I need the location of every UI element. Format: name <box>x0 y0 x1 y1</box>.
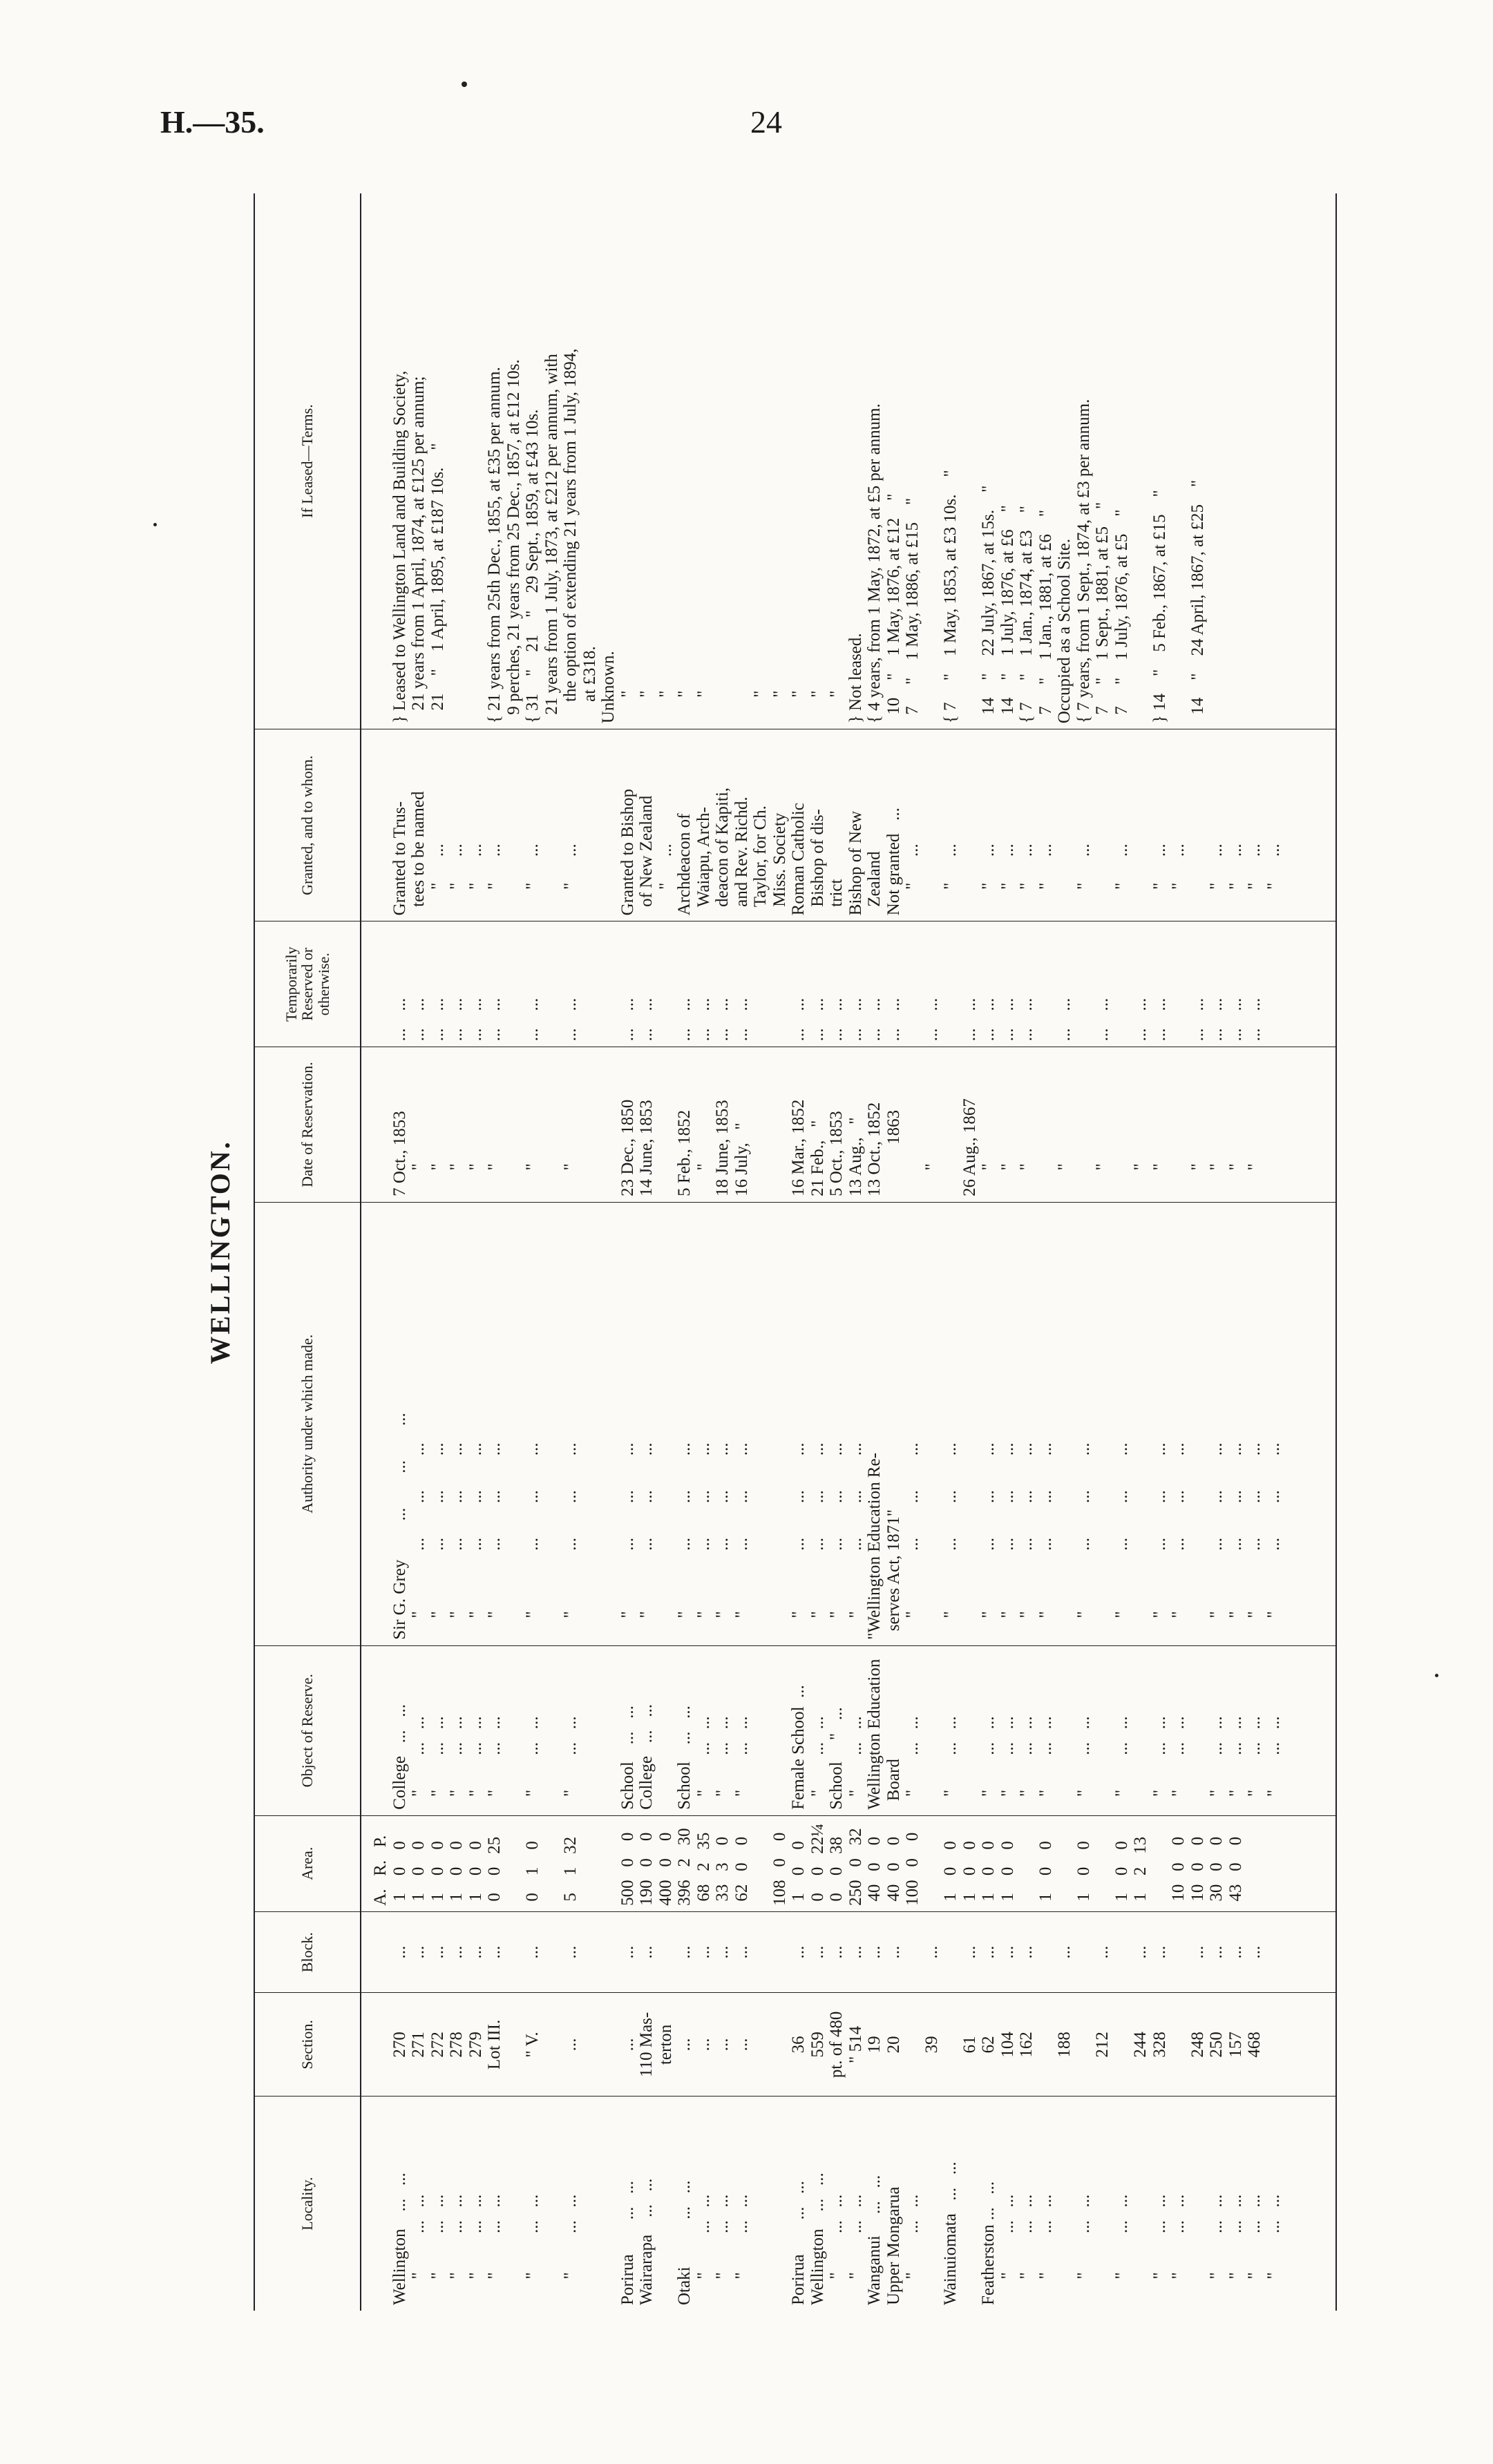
locality-cell: Wellington ... ... " ... ... " ... ... " ... ... " ... ... " ... ... " ... ... " ... ... Porirua ... ... Wairarapa ... ... Otaki ... ... " ... ... " ... ... " ... ... Porirua ... ... Wellington ... ... " ... ... " ... ... Wanganui ... ... Upper Mongarua " ... ... Wainuiomata ... ... Featherston ... ... " ... ... " ... ... " ... ... " ... ... " ... ... " ... ... " ... ... " ... ... " ... ... " ... ... " ... ... <box>361 2097 1336 2311</box>
col-header-temporarily: Temporarily Reserved or otherwise. <box>254 921 361 1047</box>
region-title: WELLINGTON. <box>205 1140 236 1364</box>
col-header-terms: If Leased—Terms. <box>254 193 361 729</box>
table-header-row <box>254 193 361 2311</box>
rotated-table-page <box>204 193 1337 2311</box>
terms-cell: } Leased to Wellington Land and Building Society, 21 years from 1 April, 1874, at £125 per annum; 21 " 1 April, 1895, at £187 10s. " { 21 years from 25th Dec., 1855, at £35 per annum. 9 perches, 21 years from 25 Dec., 1857, at £12 10s. { 31 " 21 " 29 Sept., 1859, at £43 10s. 21 years from 1 July, 1873, at £212 per annum, with the option of extending 21 years from 1 July, 1894, at £318. Unknown. " " " " " " " " " " } Not leased. { 4 years, from 1 May, 1872, at £5 per annum. 10 " 1 May, 1876, at £12 " 7 " 1 May, 1886, at £15 " { 7 " 1 May, 1853, at £3 10s. " 14 " 22 July, 1867, at 15s. " 14 " 1 July, 1876, at £6 " { 7 " 1 Jan., 1874, at £3 " 7 " 1 Jan., 1881, at £6 " Occupied as a School Site. { 7 years, from 1 Sept., 1874, at £3 per annum. 7 " 1 Sept., 1881, at £5 " 7 " 1 July, 1876, at £5 " } 14 " 5 Feb., 1867, at £15 " 14 " 24 April, 1867, at £25 " <box>390 348 1207 724</box>
block-cell: ... ... ... ... ... ... ... ... ... ... ... ... ... ... ... ... ... ... ... ... ... ... ... ... ... ... ... ... ... ... ... ... ... <box>361 1911 1336 1993</box>
granted-cell: Granted to Trus- tees to be named " ... " ... " ... " ... " ... " ... Granted to Bishop of New Zealand " ... Archdeacon of Waiapu, Arch- deacon of Kapiti, and Rev. Richd. Taylor, for Ch. Miss. Society Roman Catholic Bishop of dis- trict Bishop of New Zealand Not granted ... " ... " ... " ... " ... " ... " ... " ... " ... " ... " ... " ... " ... " ... " ... <box>361 729 1336 921</box>
reserves-table <box>254 193 1337 2311</box>
object-cell: College ... ... " ... ... " ... ... " ... ... " ... ... " ... ... " ... ... " ... ... School ... ... College ... ... School ... ... " ... ... " ... ... " ... ... Female School ... " ... ... School " ... " ... ... Wellington Education Board " ... ... " ... ... " ... ... " ... ... " ... ... " ... ... " ... ... " ... ... " ... ... " ... ... " ... ... " ... ... " ... ... " ... ... <box>361 1645 1336 1815</box>
table-body-row <box>361 193 1336 2311</box>
col-header-section: Section. <box>254 1993 361 2097</box>
section-cell: 270 271 272 278 279 Lot III. " V. ... ... 110 Mas- terton ... ... ... ... 36 559 pt. of 480 " 514 19 20 39 61 62 104 162 188 212 244 328 248 250 157 468 <box>361 1993 1336 2097</box>
authority-cell: Sir G. Grey ... ... ... " ... ... ... " ... ... ... " ... ... ... " ... ... ... " ... ... ... " ... ... ... " ... ... ... " ... ... ... " ... ... ... " ... ... ... " ... ... ... " ... ... ... " ... ... ... " ... ... ... " ... ... ... " ... ... ... " ... ... ... "Wellington Education Re- serves Act, 1871" " ... ... ... " ... ... ... " ... ... ... " ... ... ... " ... ... ... " ... ... ... " ... ... ... " ... ... ... " ... ... ... " ... ... ... " ... ... ... " ... ... ... " ... ... ... " ... ... ... <box>361 1202 1336 1645</box>
col-header-block: Block. <box>254 1911 361 1993</box>
date-cell: 7 Oct., 1853 " " " " " " " 23 Dec., 1850 14 June, 1853 5 Feb., 1852 " 18 June, 1853 16 July, " 16 Mar., 1852 21 Feb., " 5 Oct., 1853 13 Aug., " 13 Oct., 1852 1863 " 26 Aug., 1867 " " " " " " " " " " " <box>361 1047 1336 1203</box>
col-header-area: Area. <box>254 1815 361 1911</box>
area-cell: A. R. P. 1 0 0 1 0 0 1 0 0 1 0 0 1 0 0 0 0 25 0 1 0 5 1 32 500 0 0 190 0 0 400 0 0 396 2 30 68 2 35 33 3 0 62 0 0 108 0 0 1 0 0 0 0 22¼ 0 0 38 250 0 32 40 0 0 40 0 0 100 0 0 1 0 0 1 0 0 1 0 0 1 0 0 1 0 0 1 0 0 1 0 0 1 2 13 10 0 0 10 0 0 30 0 0 43 0 0 <box>361 1815 1336 1911</box>
col-header-granted: Granted, and to whom. <box>254 729 361 921</box>
col-header-authority: Authority under which made. <box>254 1202 361 1645</box>
print-speck <box>462 82 467 87</box>
print-speck <box>1435 1674 1438 1677</box>
col-header-locality: Locality. <box>254 2097 361 2311</box>
col-header-object: Object of Reserve. <box>254 1645 361 1815</box>
col-header-date: Date of Reservation. <box>254 1047 361 1203</box>
document-code: H.—35. <box>160 104 265 140</box>
page-number: 24 <box>750 104 782 140</box>
temporarily-cell: ... ... ... ... ... ... ... ... ... ... ... ... ... ... ... ... ... ... ... ... ... ... ... ... ... ... ... ... ... ... ... ... ... ... ... ... ... ... ... ... ... ... ... ... ... ... ... ... ... ... ... ... ... ... ... ... ... ... ... ... ... ... ... ... ... ... <box>361 921 1336 1047</box>
print-speck <box>153 523 157 526</box>
